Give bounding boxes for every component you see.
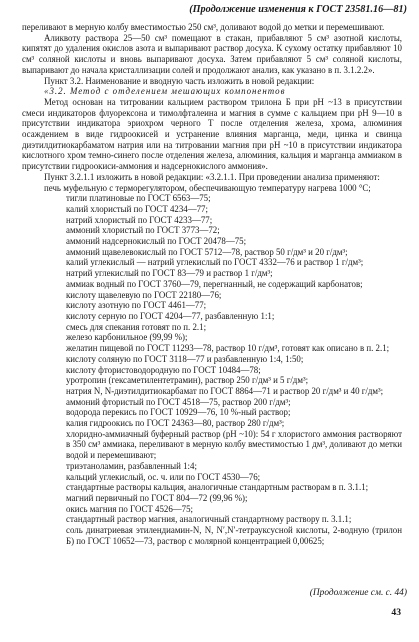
reagent-list-item: тигли платиновые по ГОСТ 6563—75; [66, 193, 211, 204]
reagent-list-item: аммоний хлористый по ГОСТ 3773—72; [66, 225, 220, 236]
reagent-list-item: окись магния по ГОСТ 4526—75; [66, 503, 193, 514]
reagent-list-item: желатин пищевой по ГОСТ 11293—78, раствор 10 г/дм³, готовят как описано в п. 2.1; [66, 343, 390, 354]
reagent-list-item: аммиак водный по ГОСТ 3760—79, перегнанный, не содержащий карбонатов; [66, 278, 363, 289]
reagent-list-item: смесь для спекания готовят по п. 2.1; [66, 321, 207, 332]
reagent-list-item: стандартные растворы кальция, аналогичные стандартным растворам в п. 3.1.1; [66, 482, 369, 493]
reagent-list-item: кислоту фтористоводородную по ГОСТ 10484—78; [66, 364, 261, 375]
reagent-list-item: водорода перекись по ГОСТ 10929—76, 10 %-ный раствор; [66, 407, 291, 418]
reagent-list-item: хлоридно-аммиачный буферный раствор (pH ~10): 54 г хлористого аммония растворяют в 350 см³ аммиака, переливают в мерную колбу вместимостью 1 дм³, доливают до метки водой и перемешивают; [66, 428, 402, 461]
reagent-list-item: калий хлористый по ГОСТ 4234—77; [66, 203, 208, 214]
reagent-list-item: аммоний фтористый по ГОСТ 4518—75, раствор 200 г/дм³; [66, 396, 291, 407]
reagent-list-item: стандартный раствор магния, аналогичный стандартному раствору п. 3.1.1; [66, 514, 352, 525]
reagent-list-item: кислоту серную по ГОСТ 4204—77, разбавленную 1:1; [66, 310, 275, 321]
paragraph: Пункт 3.2. Наименование и вводную часть изложить в новой редакции: [44, 75, 315, 86]
reagent-list-item: кислоту щавелевую по ГОСТ 22180—76; [66, 289, 222, 300]
reagent-list-item: кислоту соляную по ГОСТ 3118—77 и разбавленную 1:4, 1:50; [66, 353, 304, 364]
reagent-list-item: натрий углекислый по ГОСТ 83—79 и раствор 1 г/дм³; [66, 268, 273, 279]
paragraph: Аликвоту раствора 25—50 см³ помещают в стакан, прибавляют 5 см³ азотной кислоты, кипятят до удаления окислов азота и выпаривают раствор досуха. К сухому остатку прибавляют 10 см³ соляной кислоты и вновь выпаривают досуха. Затем прибавляют 5 см³ соляной кислоты, выпаривают до начала кристаллизации солей и продолжают анализ, как указано в п. 3.1.2.2». [22, 32, 402, 75]
reagent-list-item: уротропин (гексаметилентетрамин), раствор 250 г/дм³ и 5 г/дм³; [66, 375, 309, 386]
reagent-list-item: кислоту азотную по ГОСТ 4461—77; [66, 300, 207, 311]
reagent-list-item: аммоний щавелевокислый по ГОСТ 5712—78, раствор 50 г/дм³ и 20 г/дм³; [66, 246, 348, 257]
reagent-list-item: натрий хлористый по ГОСТ 4233—77; [66, 214, 213, 225]
reagent-list-item: соль динатриевая этилендиамин-N, N, N′,N′-тетрауксусной кислоты, 2-водную (трилон Б) по ГОСТ 10652—73, раствор с молярной концентрацией 0,00625; [66, 525, 402, 546]
page-number: 43 [391, 607, 401, 618]
paragraph: переливают в мерную колбу вместимостью 250 см³, доливают водой до метки и перемешивают. [22, 22, 385, 32]
reagent-list-item: натрия N, N-диэтилдитиокарбамат по ГОСТ 8864—71 и раствор 20 г/дм³ и 40 г/дм³; [66, 385, 384, 396]
paragraph: Метод основан на титровании кальцием раствором трилона Б при pH ~13 в присутствии смеси индикаторов флуорексона и тимолфталеина и магния в сумме с кальцием при pH 9—10 в присутствии индикатора эриохром черного Т после отделения железа, хрома, алюминия осаждением в виде гидроокисей и устранение влияния марганца, меди, цинка и свинца диэтилдитиокарбаматом натрия или на титровании магния при pH ~10 в присутствии индикатора кислотного хром темно-синего после отделения железа, алюминия, кальция и марганца аммиаком в присутствии гидроокиси-аммония и надсернокислого аммония». [22, 96, 402, 172]
paragraph: Пункт 3.2.1.1 изложить в новой редакции: «3.2.1.1. При проведении анализа применяют: [44, 171, 380, 182]
reagent-list-item: магний первичный по ГОСТ 804—72 (99,96 %); [66, 492, 248, 503]
paragraph: печь муфельную с терморегулятором, обеспечивающую температуру нагрева 1000 °С; [44, 182, 371, 193]
continuation-note: (Продолжение см. с. 44) [309, 588, 407, 598]
paragraph: «3.2. Метод с отделением мешающих компонентов [44, 86, 286, 97]
document-body [22, 22, 402, 546]
reagent-list-item: кальций углекислый, ос. ч. или по ГОСТ 4530—76; [66, 471, 261, 482]
reagent-list-item: железо карбонильное (99,99 %); [66, 332, 188, 343]
reagent-list-item: триэтаноламин, разбавленный 1:4; [66, 460, 197, 471]
reagent-list-item: калий углекислый — натрий углекислый по ГОСТ 4332—76 и раствор 1 г/дм³; [66, 257, 364, 268]
reagent-list-item: калия гидроокись по ГОСТ 24363—80, раствор 280 г/дм³; [66, 418, 285, 429]
running-header: (Продолжение изменения к ГОСТ 23581.16—81) [189, 4, 407, 15]
reagent-list-item: аммоний надсернокислый по ГОСТ 20478—75; [66, 236, 247, 247]
